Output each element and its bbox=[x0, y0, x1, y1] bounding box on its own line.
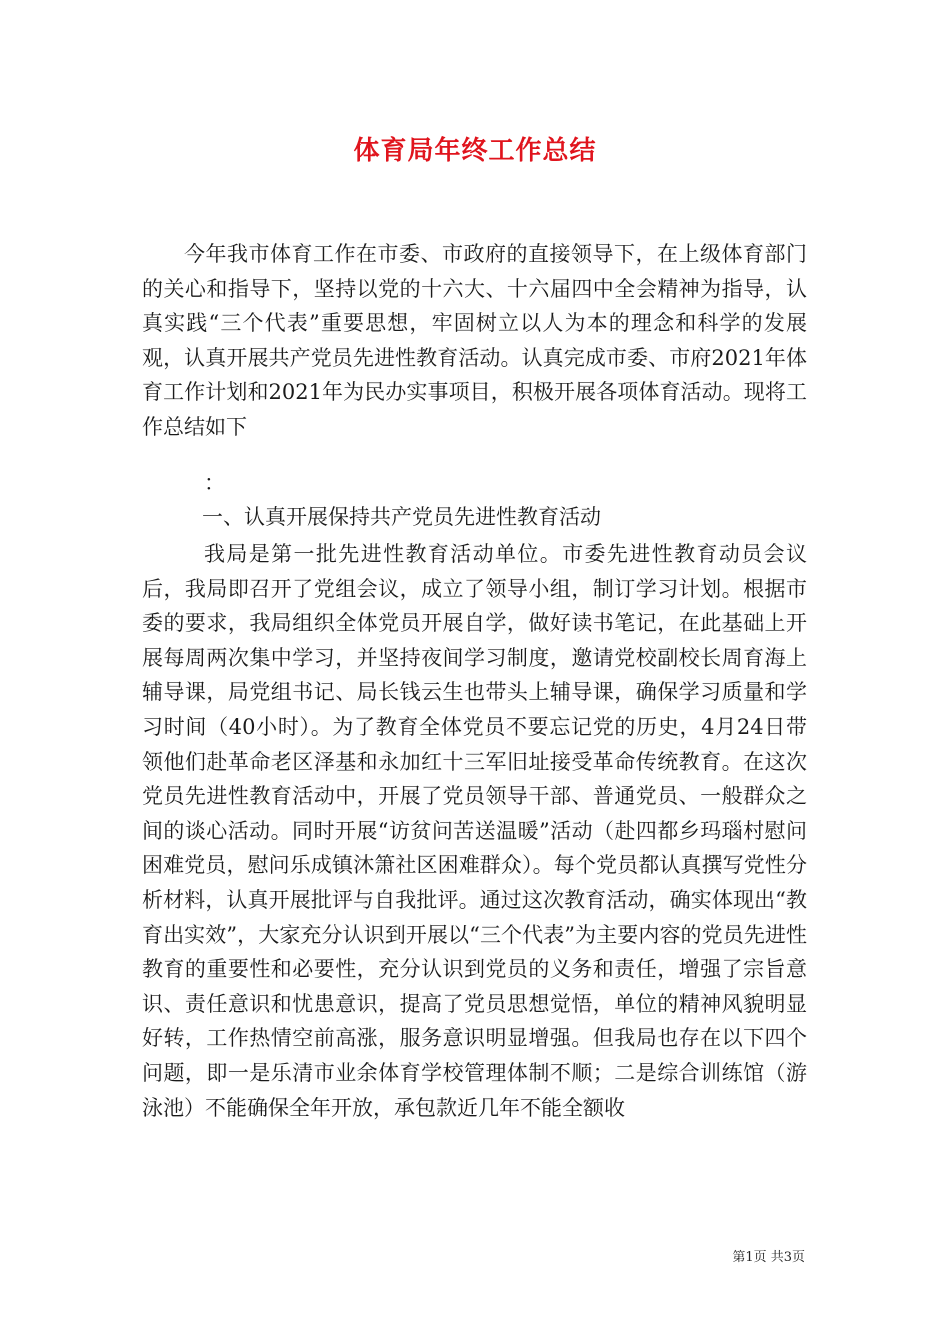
section-body-paragraph: 我局是第一批先进性教育活动单位。市委先进性教育动员会议后，我局即召开了党组会议，成立了领导小组，制订学习计划。根据市委的要求，我局组织全体党员开展自学，做好读书笔记，在此基础上开展每周两次集中学习，并坚持夜间学习制度，邀请党校副校长周育海上辅导课，局党组书记、局长钱云生也带头上辅导课，确保学习质量和学习时间（40小时）。为了教育全体党员不要忘记党的历史，4月24日带领他们赴革命老区泽基和永加红十三军旧址接受革命传统教育。在这次党员先进性教育活动中，开展了党员领导干部、普通党员、一般群众之间的谈心活动。同时开展“访贫问苦送温暖”活动（赴四都乡玛瑙村慰问困难党员，慰问乐成镇沐箫社区困难群众）。每个党员都认真撰写党性分析材料，认真开展批评与自我批评。通过这次教育活动，确实体现出“教育出实效”，大家充分认识到开展以“三个代表”为主要内容的党员先进性教育的重要性和必要性，充分认识到党员的义务和责任，增强了宗旨意识、责任意识和忧患意识，提高了党员思想觉悟，单位的精神风貌明显好转，工作热情空前高涨，服务意识明显增强。但我局也存在以下四个问题，即一是乐清市业余体育学校管理体制不顺；二是综合训练馆（游泳池）不能确保全年开放，承包款近几年不能全额收 bbox=[142, 542, 807, 1120]
page-number-footer: 第1页 共3页 bbox=[732, 1250, 805, 1265]
document-title: 体育局年终工作总结 bbox=[353, 136, 597, 166]
intro-colon: ： bbox=[204, 471, 225, 495]
section-heading: 一、认真开展保持共产党员先进性教育活动 bbox=[202, 505, 601, 529]
intro-paragraph: 今年我市体育工作在市委、市政府的直接领导下，在上级体育部门的关心和指导下，坚持以党的十六大、十六届四中全会精神为指导，认真实践“三个代表”重要思想，牢固树立以人为本的理念和科学的发展观，认真开展共产党员先进性教育活动。认真完成市委、市府2021年体育工作计划和2021年为民办实事项目，积极开展各项体育活动。现将工作总结如下 bbox=[142, 242, 807, 439]
